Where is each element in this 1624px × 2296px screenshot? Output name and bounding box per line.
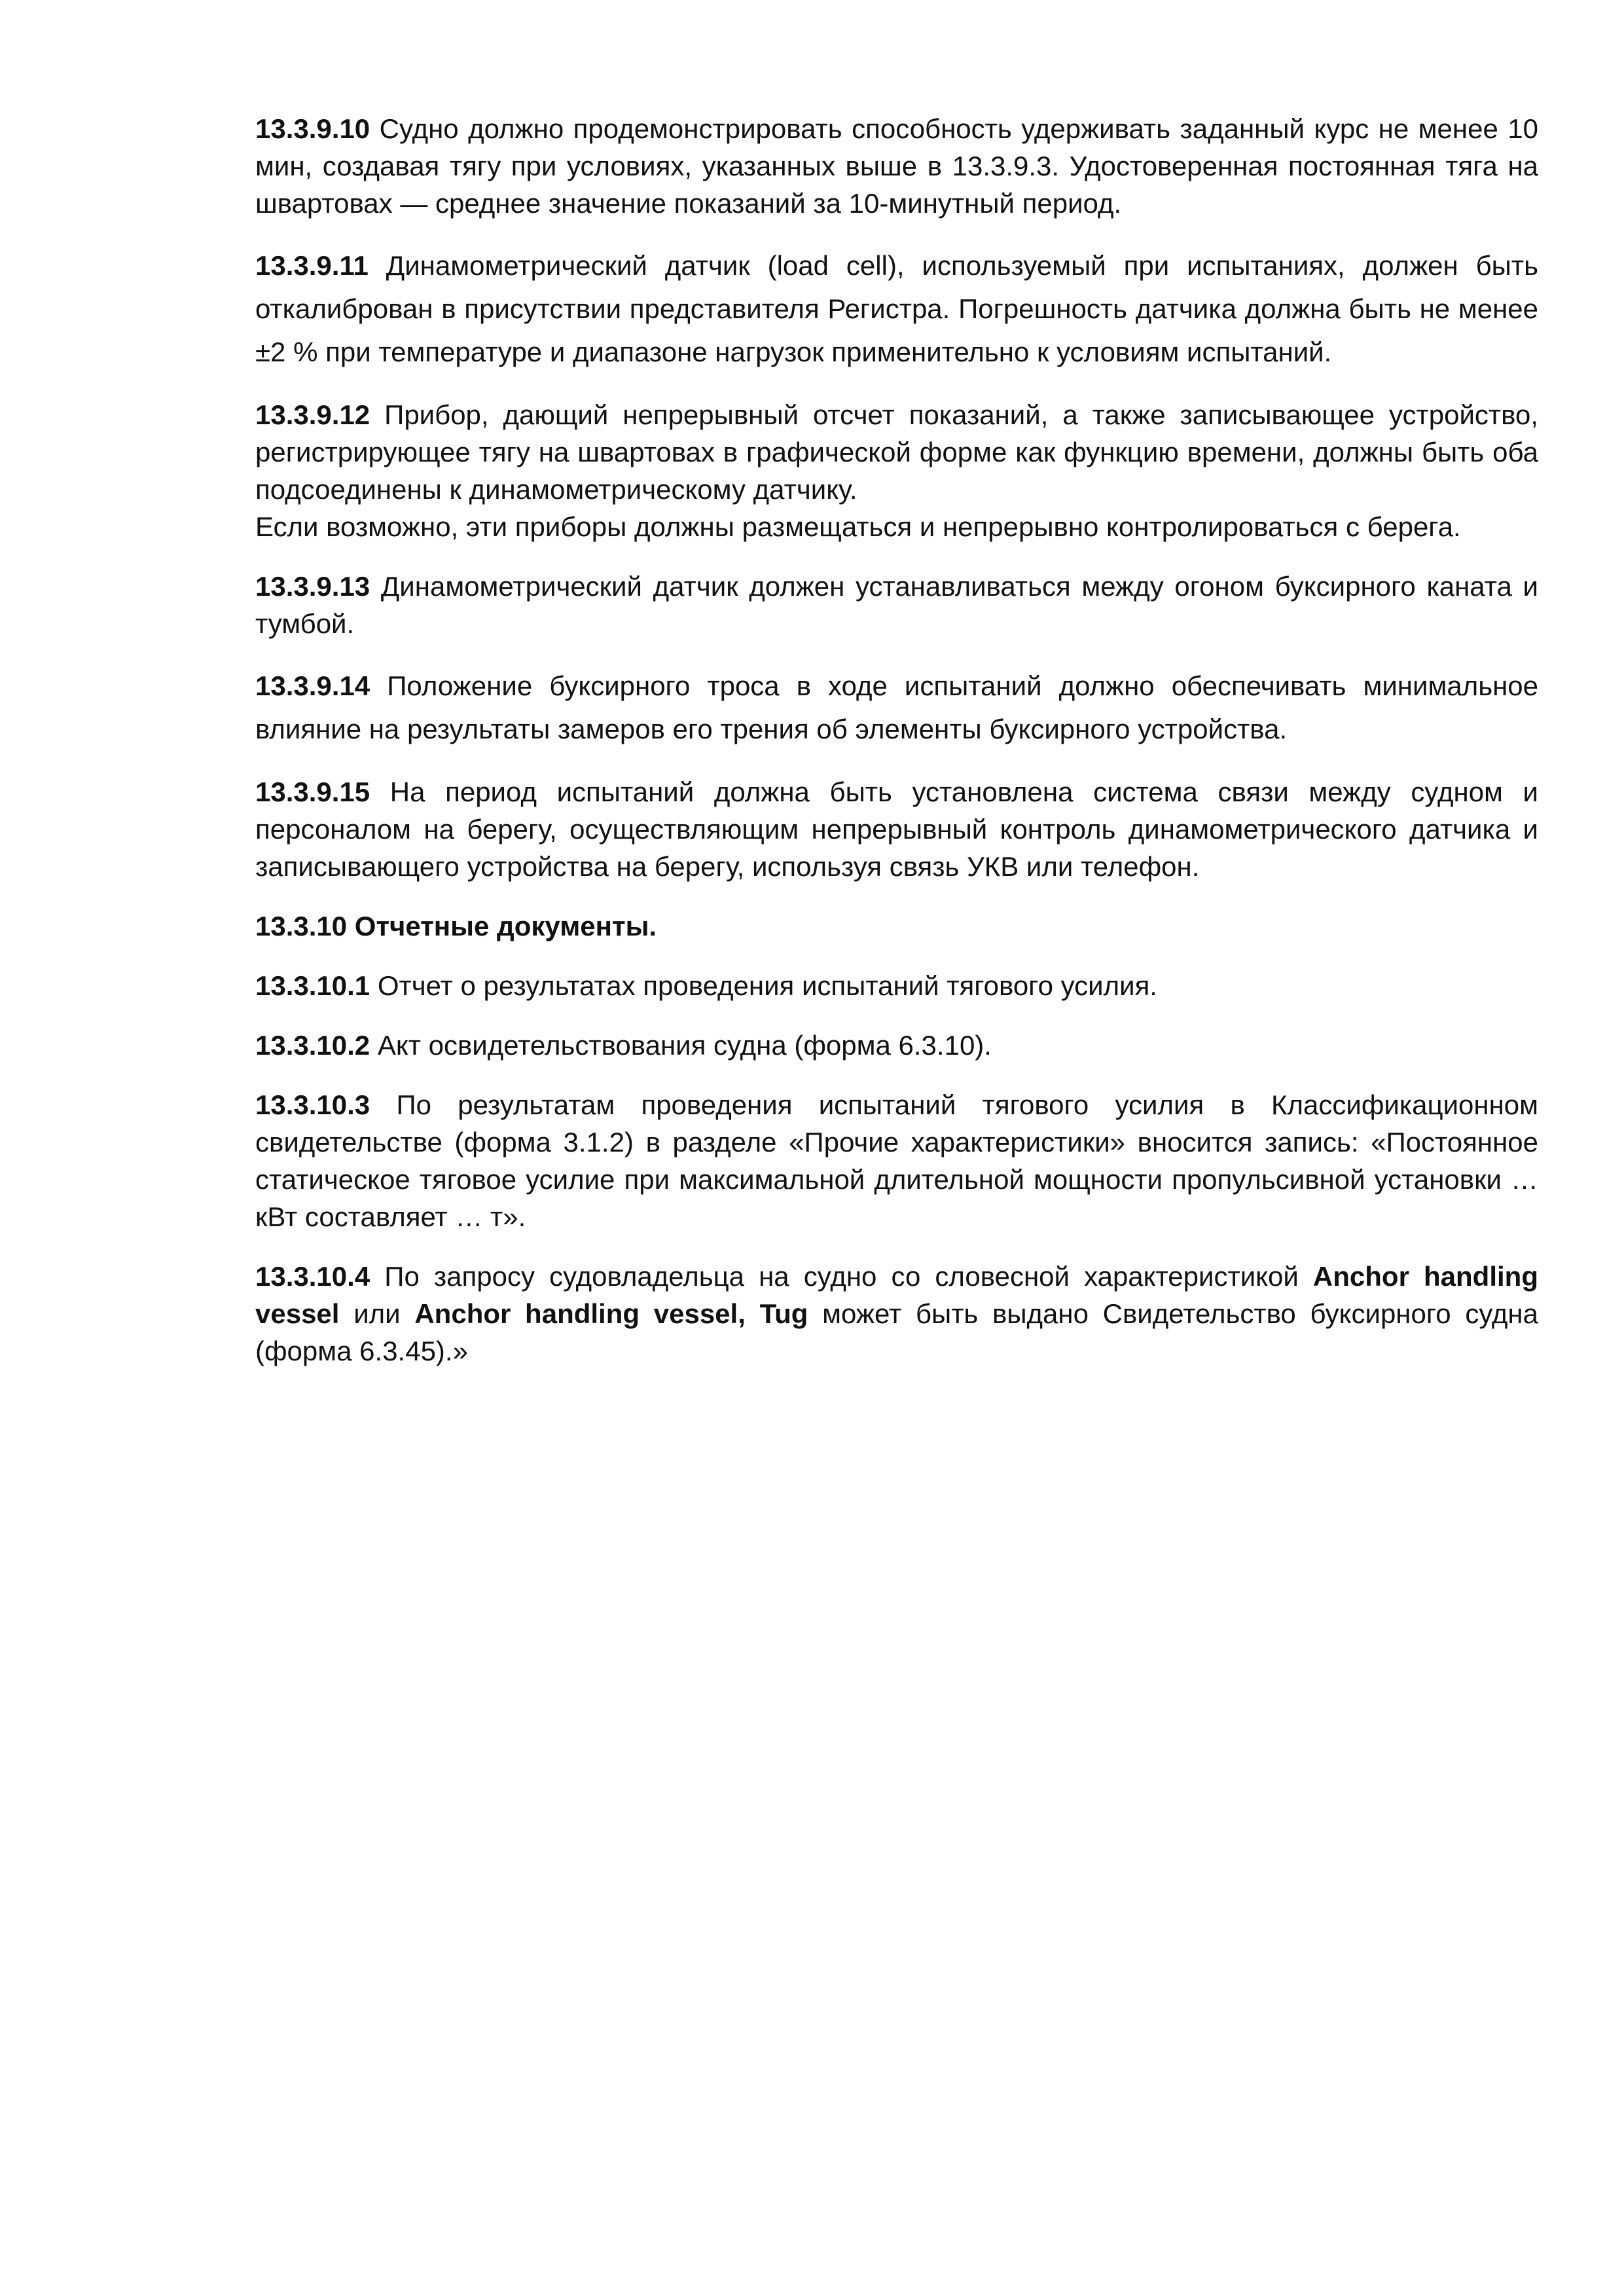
paragraph-text: Положение буксирного троса в ходе испытаний должно обеспечивать минимальное влияние на результаты замеров его трения об элементы буксирного устройства. [255, 670, 1539, 744]
notation-anchor-handling-vessel-tug: Anchor handling vessel, Tug [414, 1298, 808, 1329]
paragraph-13-3-10-1 [255, 967, 1538, 1004]
document-body [255, 110, 1538, 1392]
paragraph-13-3-9-12-continuation [255, 508, 1538, 545]
paragraph-text: Динамометрический датчик (load cell), используемый при испытаниях, должен быть откалиброван в присутствии представителя Регистра. Погрешность датчика должна быть не менее ±2 % при температуре и диапазоне нагрузок применительно к условиям испытаний. [255, 250, 1538, 367]
paragraph-number: 13.3.9.10 [255, 113, 370, 144]
paragraph-text: Судно должно продемонстрировать способность удерживать заданный курс не менее 10 мин, создавая тягу при условиях, указанных выше в 13.3.9.3. Удостоверенная постоянная тяга на швартовах — среднее значение показаний за 10-минутный период. [255, 113, 1538, 219]
notation-anchor-handling-vessel: Anchor handling vessel [255, 1261, 1538, 1329]
section-heading-13-3-10: 13.3.10 Отчетные документы. [255, 911, 657, 941]
paragraph-13-3-9-15 [255, 773, 1538, 885]
paragraph-text: По результатам проведения испытаний тягового усилия в Классификационном свидетельстве (форма 3.1.2) в разделе «Прочие характеристики» вносится запись: «Постоянное статическое тяговое усилие при максимальной длительной мощности пропульсивной установки … кВт составляет … т». [255, 1089, 1539, 1232]
paragraph-text: Динамометрический датчик должен устанавливаться между огоном буксирного каната и тумбой. [255, 571, 1538, 639]
paragraph-number: 13.3.9.11 [255, 250, 369, 281]
paragraph-text: По запросу судовладельца на судно со словесной характеристикой [384, 1261, 1299, 1292]
paragraph-text: Прибор, дающий непрерывный отсчет показаний, а также записывающее устройство, регистрирующее тягу на швартовах в графической форме как функцию времени, должны быть оба подсоединены к динамометрическому датчику. [255, 399, 1539, 505]
paragraph-13-3-10-4 [255, 1258, 1538, 1370]
paragraph-number: 13.3.10.3 [255, 1089, 370, 1120]
paragraph-text: может быть выдано Свидетельство буксирного судна (форма 6.3.45).» [255, 1298, 1538, 1366]
paragraph-number: 13.3.9.15 [255, 776, 370, 807]
paragraph-13-3-9-14 [255, 665, 1538, 751]
paragraph-number: 13.3.10.4 [255, 1261, 370, 1292]
paragraph-13-3-9-11 [255, 244, 1538, 374]
paragraph-number: 13.3.9.14 [255, 670, 370, 701]
paragraph-13-3-9-10 [255, 110, 1538, 222]
paragraph-number: 13.3.10.1 [255, 970, 370, 1001]
paragraph-13-3-10-3 [255, 1086, 1538, 1235]
paragraph-text: Отчет о результатах проведения испытаний тягового усилия. [377, 970, 1157, 1001]
paragraph-13-3-9-13 [255, 568, 1538, 642]
paragraph-text: Если возможно, эти приборы должны размещаться и непрерывно контролироваться с берега. [255, 511, 1461, 542]
paragraph-13-3-9-12 [255, 396, 1538, 508]
paragraph-text: На период испытаний должна быть установлена система связи между судном и персоналом на берегу, осуществляющим непрерывный контроль динамометрического датчика и записывающего устройства на берегу, используя связь УКВ или телефон. [255, 776, 1539, 882]
paragraph-number: 13.3.9.12 [255, 399, 370, 430]
paragraph-number: 13.3.9.13 [255, 571, 370, 602]
paragraph-number: 13.3.10.2 [255, 1030, 370, 1061]
paragraph-text: или [353, 1298, 401, 1329]
paragraph-13-3-10-2 [255, 1027, 1538, 1064]
paragraph-text: Акт освидетельствования судна (форма 6.3.10). [377, 1030, 992, 1061]
